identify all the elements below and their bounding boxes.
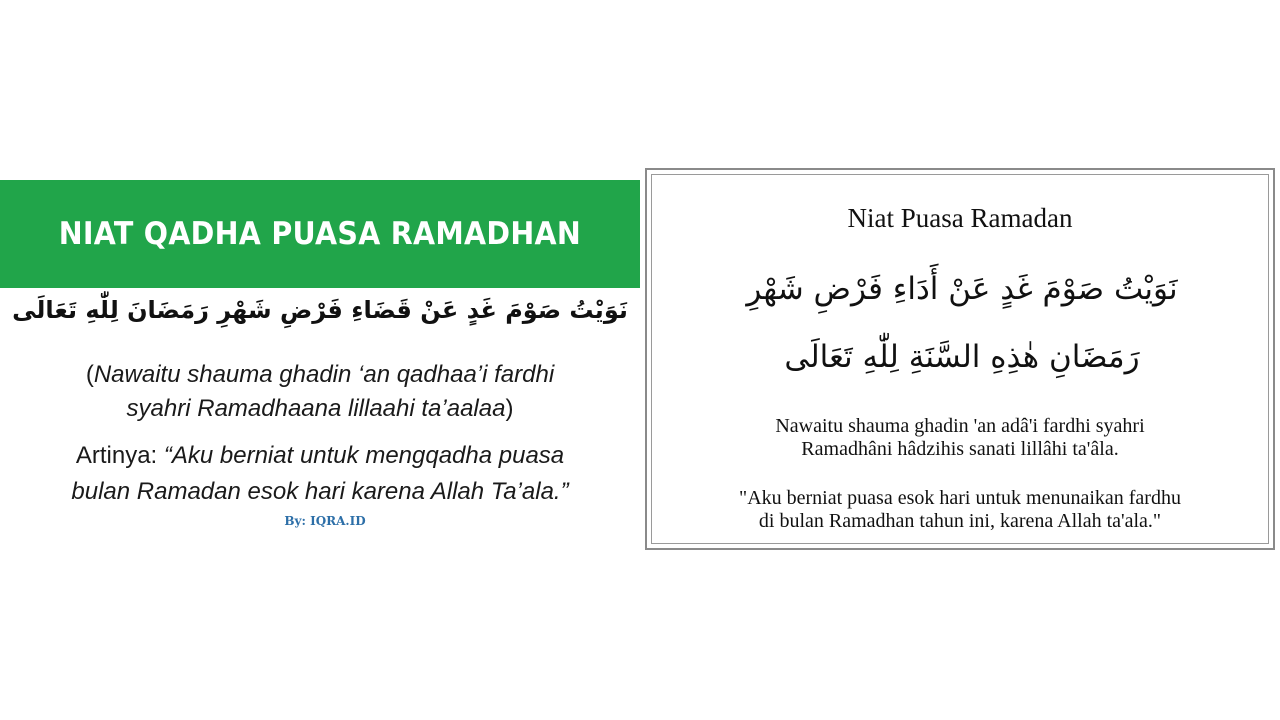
source-credit: By: IQRA.ID <box>284 514 366 528</box>
transliteration-line-1: Nawaitu shauma ghadin ‘an qadhaa’i fardhi <box>93 361 555 388</box>
transliteration-line-1: Nawaitu shauma ghadin 'an adâ'i fardhi syahri <box>775 415 1145 437</box>
meaning-line-1: “Aku berniat untuk mengqadha puasa <box>163 442 565 469</box>
niat-qadha-card <box>0 180 640 530</box>
card-header-banner <box>0 180 640 288</box>
meaning <box>652 487 1268 533</box>
transliteration-line-2: Ramadhâni hâdzihis sanati lillâhi ta'âla. <box>801 438 1119 460</box>
meaning-line-1: "Aku berniat puasa esok hari untuk menunaikan fardhu <box>739 487 1181 509</box>
arabic-line-1: نَوَيْتُ صَوْمَ غَدٍ عَنْ أَدَاءِ فَرْضِ شَهْرِ <box>746 271 1178 307</box>
card-title: Niat Puasa Ramadan <box>847 203 1073 233</box>
meaning-line-2: di bulan Ramadhan tahun ini, karena Allah ta'ala." <box>758 510 1162 532</box>
transliteration <box>652 415 1268 461</box>
card-inner-border <box>651 174 1269 544</box>
transliteration <box>20 358 620 426</box>
meaning <box>20 438 620 510</box>
meaning-label: Artinya: <box>75 442 164 469</box>
paren-close: ) <box>505 395 514 422</box>
niat-puasa-ramadan-card <box>645 168 1275 550</box>
paren-open: ( <box>85 361 94 388</box>
card-title: NIAT QADHA PUASA RAMADHAN <box>58 216 582 252</box>
arabic-line-2: رَمَضَانِ هٰذِهِ السَّنَةِ لِلّٰهِ تَعَالَى <box>784 339 1140 375</box>
transliteration-line-2: syahri Ramadhaana lillaahi ta’aalaa <box>126 395 506 422</box>
arabic-intention-text: نَوَيْتُ صَوْمَ غَدٍ عَنْ قَضَاءِ فَرْضِ شَهْرِ رَمَضَانَ لِلّٰهِ تَعَالَى <box>12 296 628 324</box>
meaning-line-2: bulan Ramadan esok hari karena Allah Ta’ala.” <box>71 478 569 505</box>
